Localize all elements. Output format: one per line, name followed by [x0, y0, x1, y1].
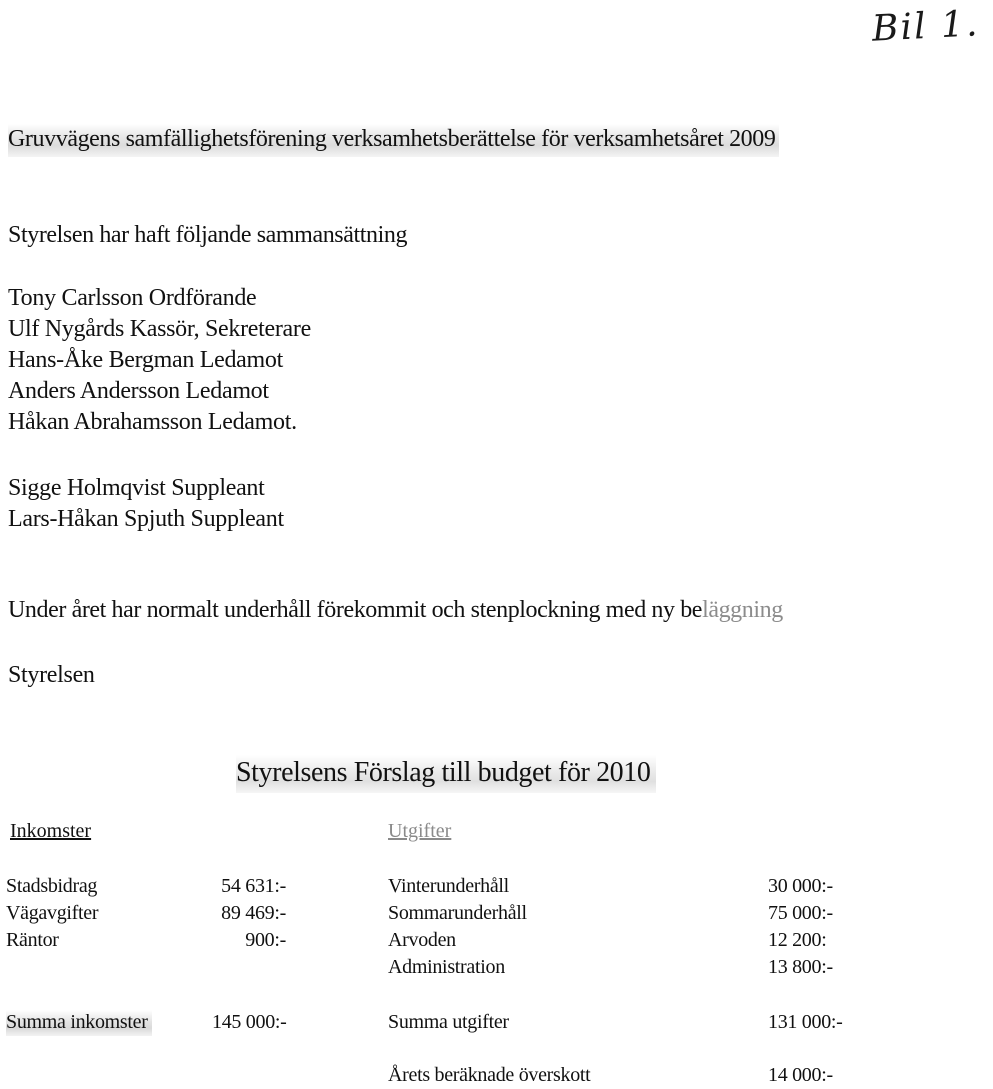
expense-amount: 30 000:-	[768, 875, 833, 897]
surplus-amount: 14 000:-	[768, 1064, 833, 1086]
income-header: Inkomster	[10, 820, 92, 842]
board-member: Anders Andersson Ledamot	[8, 378, 269, 404]
expense-amount: 13 800:-	[768, 956, 833, 978]
expense-label: Arvoden	[388, 929, 456, 951]
activity-report	[8, 597, 783, 624]
expense-total-amount: 131 000:-	[768, 1011, 843, 1033]
board-member: Ulf Nygårds Kassör, Sekreterare	[8, 316, 311, 342]
expense-header: Utgifter	[388, 820, 452, 842]
substitute-member: Sigge Holmqvist Suppleant	[8, 475, 265, 501]
income-label: Stadsbidrag	[6, 875, 98, 897]
expense-amount: 12 200:	[768, 929, 827, 951]
board-member: Hans-Åke Bergman Ledamot	[8, 347, 283, 373]
document-title: Gruvvägens samfällighetsförening verksamhetsberättelse för verksamhetsåret 2009	[8, 124, 779, 157]
surplus-label: Årets beräknade överskott	[388, 1064, 591, 1086]
income-label: Vägavgifter	[6, 902, 99, 924]
expense-total-label: Summa utgifter	[388, 1011, 509, 1033]
signature: Styrelsen	[8, 662, 95, 688]
board-member: Tony Carlsson Ordförande	[8, 285, 257, 311]
expense-label: Vinterunderhåll	[388, 875, 509, 897]
income-total-amount: 145 000:-	[212, 1011, 287, 1033]
income-amount: 89 469:-	[221, 902, 286, 924]
board-member: Håkan Abrahamsson Ledamot.	[8, 409, 297, 435]
board-heading: Styrelsen har haft följande sammansättning	[8, 222, 408, 248]
expense-label: Administration	[388, 956, 505, 978]
income-label: Räntor	[6, 929, 59, 951]
expense-amount: 75 000:-	[768, 902, 833, 924]
income-total-label: Summa inkomster	[6, 1010, 152, 1036]
activity-report-text: Under året har normalt underhåll förekommit och stenplockning med ny be	[8, 597, 703, 623]
substitute-list	[8, 473, 284, 535]
substitute-member: Lars-Håkan Spjuth Suppleant	[8, 506, 284, 532]
activity-report-faded-text: läggning	[702, 597, 783, 623]
expense-label: Sommarunderhåll	[388, 902, 527, 924]
income-amount: 54 631:-	[221, 875, 286, 897]
budget-title: Styrelsens Förslag till budget för 2010	[236, 755, 656, 793]
board-member-list	[8, 283, 311, 438]
handwritten-annotation: Bil 1.	[871, 3, 981, 50]
income-amount: 900:-	[245, 929, 286, 951]
